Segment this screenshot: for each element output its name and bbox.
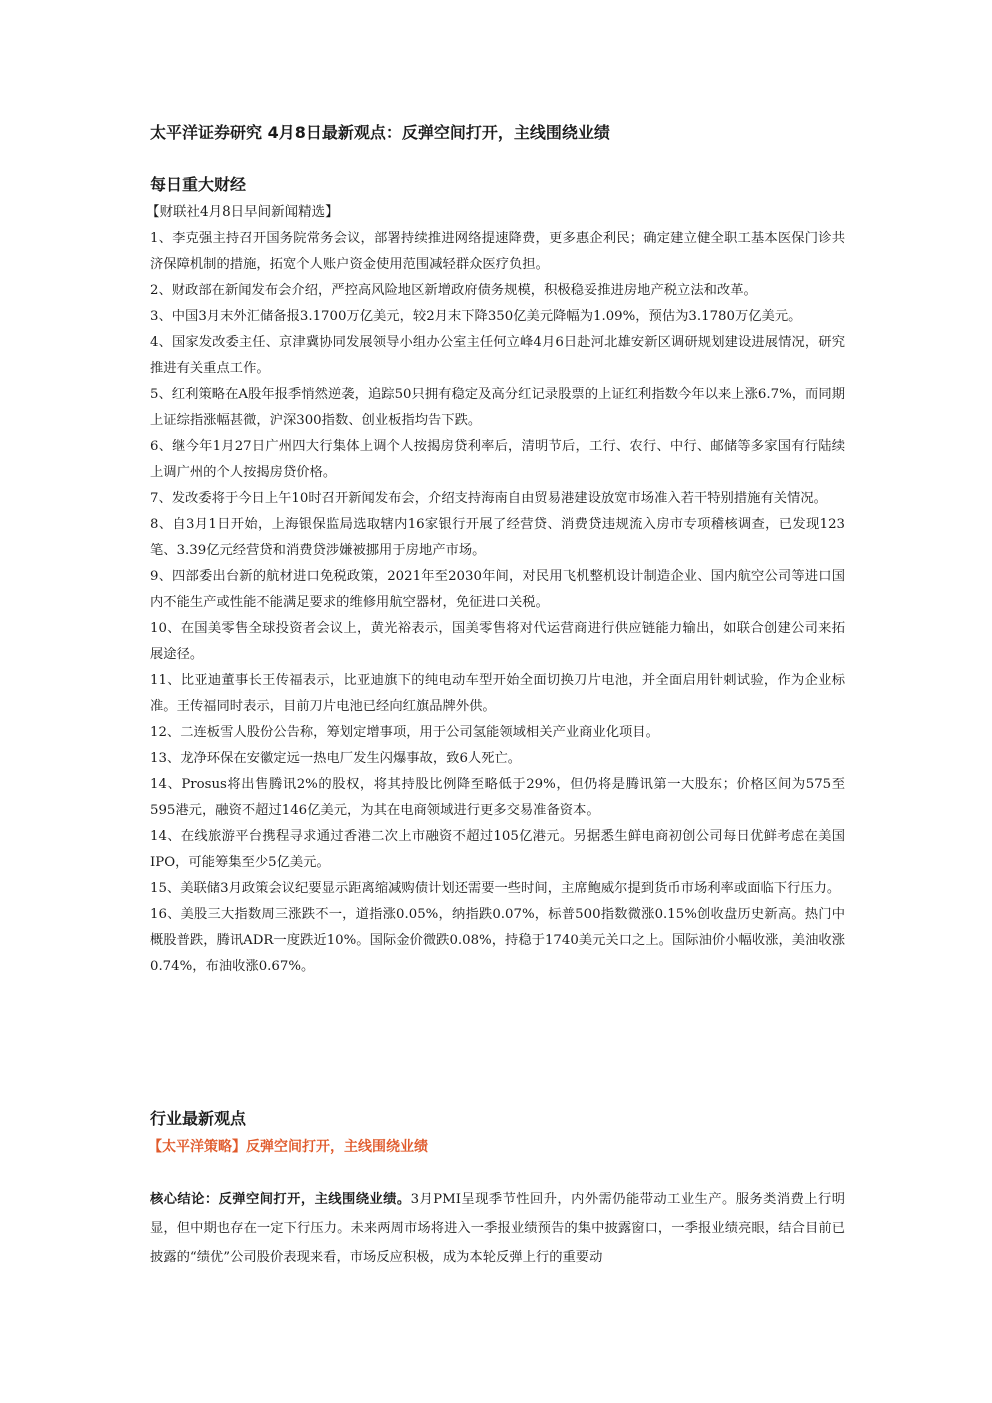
- news-item: 16、美股三大指数周三涨跌不一，道指涨0.05%，纳指跌0.07%，标普500指数微涨0.15%创收盘历史新高。热门中概股普跌，腾讯ADR一度跌近10%。国际金价微跌0.08%，持稳于1740美元关口之上。国际油价小幅收涨，美油收涨0.74%，布油收涨0.67%。: [150, 907, 845, 974]
- news-list: [150, 226, 845, 980]
- core-conclusion-paragraph: [150, 1185, 845, 1272]
- news-item: 3、中国3月末外汇储备报3.1700万亿美元，较2月末下降350亿美元降幅为1.09%，预估为3.1780万亿美元。: [150, 309, 802, 324]
- news-item: 7、发改委将于今日上午10时召开新闻发布会，介绍支持海南自由贸易港建设放宽市场准入若干特别措施有关情况。: [150, 491, 827, 506]
- news-item: 10、在国美零售全球投资者会议上，黄光裕表示，国美零售将对代运营商进行供应链能力输出，如联合创建公司来拓展途径。: [150, 621, 845, 662]
- document-title: 太平洋证券研究 4月8日最新观点：反弹空间打开，主线围绕业绩: [150, 123, 610, 142]
- news-item: 4、国家发改委主任、京津冀协同发展领导小组办公室主任何立峰4月6日赴河北雄安新区调研规划建设进展情况，研究推进有关重点工作。: [150, 335, 845, 376]
- daily-news-heading: 每日重大财经: [150, 175, 247, 194]
- strategy-report-title: 【太平洋策略】反弹空间打开，主线围绕业绩: [148, 1139, 428, 1155]
- news-item: 6、继今年1月27日广州四大行集体上调个人按揭房贷利率后，清明节后，工行、农行、中行、邮储等多家国有行陆续上调广州的个人按揭房贷价格。: [150, 439, 845, 480]
- core-conclusion-label: 核心结论：反弹空间打开，主线围绕业绩。: [150, 1192, 411, 1207]
- core-conclusion-text: 3月PMI呈现季节性回升，内外需仍能带动工业生产。服务类消费上行明显，但中期也存在一定下行压力。未来两周市场将进入一季报业绩预告的集中披露窗口，一季报业绩亮眼，结合目前已披露的“绩优”公司股价表现来看，市场反应积极，成为本轮反弹上行的重要动: [150, 1192, 845, 1265]
- news-source-label: 【财联社4月8日早间新闻精选】: [146, 204, 339, 220]
- news-item: 15、美联储3月政策会议纪要显示距离缩减购债计划还需要一些时间，主席鲍威尔提到货币市场利率或面临下行压力。: [150, 881, 841, 896]
- news-item: 5、红利策略在A股年报季悄然逆袭，追踪50只拥有稳定及高分红记录股票的上证红利指数今年以来上涨6.7%，而同期上证综指涨幅甚微，沪深300指数、创业板指均告下跌。: [150, 387, 845, 428]
- news-item: 12、二连板雪人股份公告称，筹划定增事项，用于公司氢能领域相关产业商业化项目。: [150, 725, 659, 740]
- news-item: 2、财政部在新闻发布会介绍，严控高风险地区新增政府债务规模，积极稳妥推进房地产税立法和改革。: [150, 283, 757, 298]
- news-item: 1、李克强主持召开国务院常务会议，部署持续推进网络提速降费，更多惠企利民；确定建立健全职工基本医保门诊共济保障机制的措施，拓宽个人账户资金使用范围减轻群众医疗负担。: [150, 231, 845, 272]
- news-item: 8、自3月1日开始，上海银保监局选取辖内16家银行开展了经营贷、消费贷违规流入房市专项稽核调查，已发现123笔、3.39亿元经营贷和消费贷涉嫌被挪用于房地产市场。: [150, 517, 845, 558]
- news-item: 14、Prosus将出售腾讯2%的股权，将其持股比例降至略低于29%，但仍将是腾讯第一大股东；价格区间为575至595港元，融资不超过146亿美元，为其在电商领域进行更多交易准备资本。: [150, 777, 845, 818]
- news-item: 14、在线旅游平台携程寻求通过香港二次上市融资不超过105亿港元。另据悉生鲜电商初创公司每日优鲜考虑在美国IPO，可能筹集至少5亿美元。: [150, 829, 845, 870]
- news-item: 13、龙净环保在安徽定远一热电厂发生闪爆事故，致6人死亡。: [150, 751, 522, 766]
- news-item: 11、比亚迪董事长王传福表示，比亚迪旗下的纯电动车型开始全面切换刀片电池，并全面启用针刺试验，作为企业标准。王传福同时表示，目前刀片电池已经向红旗品牌外供。: [150, 673, 845, 714]
- news-item: 9、四部委出台新的航材进口免税政策，2021年至2030年间，对民用飞机整机设计制造企业、国内航空公司等进口国内不能生产或性能不能满足要求的维修用航空器材，免征进口关税。: [150, 569, 845, 610]
- industry-views-heading: 行业最新观点: [150, 1109, 247, 1128]
